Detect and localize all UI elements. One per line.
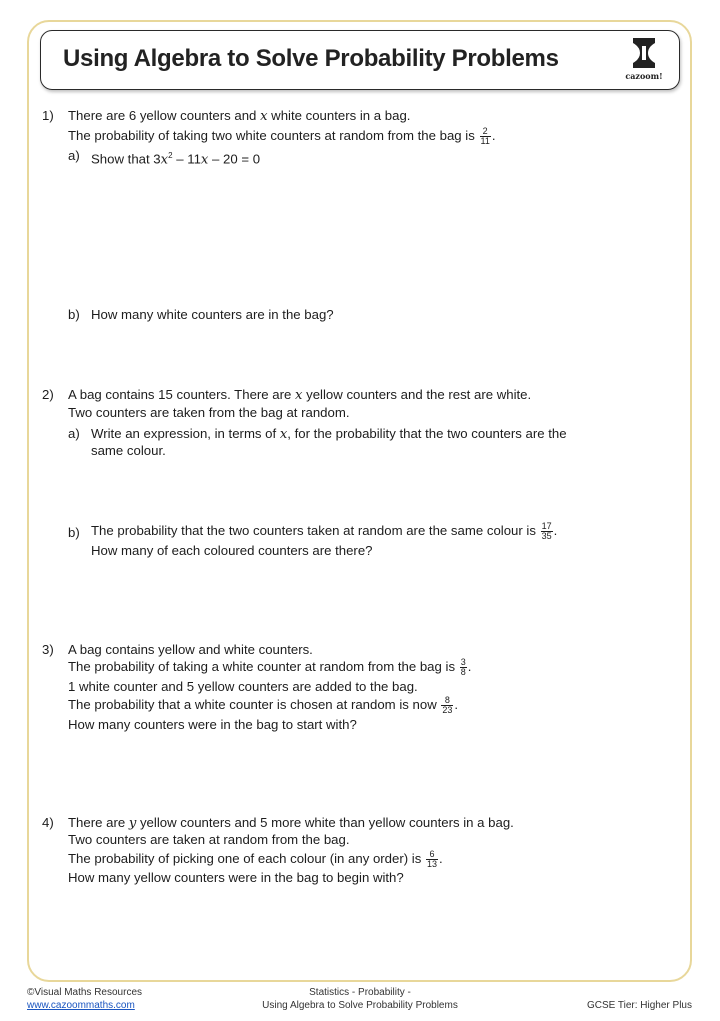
part-b-text: The probability that the two counters taken at random are the same colour is $\frac{17}{35}$ .: [91, 521, 558, 542]
fraction: $\frac{8}{23}$: [442, 695, 453, 716]
question-text: There are 6 yellow counters and x white counters in a bag.: [68, 108, 411, 124]
part-a-text: same colour.: [91, 443, 166, 458]
question-text: A bag contains yellow and white counters.: [68, 642, 313, 657]
page-title: Using Algebra to Solve Probability Problems: [63, 45, 559, 72]
topic-line-1: Statistics - Probability -: [309, 987, 411, 998]
part-label: b): [68, 307, 80, 322]
question-3: [42, 641, 682, 741]
question-text: How many yellow counters were in the bag to begin with?: [68, 870, 404, 885]
question-text: The probability of taking two white counters at random from the bag is $\frac{2}{11}$ .: [68, 126, 496, 147]
fraction: $\frac{3}{8}$: [460, 657, 466, 678]
question-text: 1 white counter and 5 yellow counters are added to the bag.: [68, 679, 418, 694]
question-number: 3): [42, 642, 54, 657]
question-text: A bag contains 15 counters. There are x yellow counters and the rest are white.: [68, 387, 532, 403]
question-text: How many counters were in the bag to start with?: [68, 717, 357, 732]
copyright-text: ©Visual Maths Resources: [27, 987, 143, 998]
question-text: Two counters are taken at random from the bag.: [68, 832, 350, 847]
footer-center: [220, 986, 500, 1012]
tier-label: GCSE Tier: Higher Plus: [586, 1000, 692, 1011]
question-text: Two counters are taken from the bag at random.: [68, 405, 350, 420]
part-a-text: Write an expression, in terms of x, for the probability that the two counters are the: [91, 426, 567, 442]
part-label: b): [68, 525, 80, 540]
logo-text: cazoom!: [625, 71, 663, 81]
website-link[interactable]: www.cazoommaths.com: [27, 1000, 135, 1011]
question-number: 2): [42, 387, 54, 402]
part-b-text: How many of each coloured counters are there?: [91, 543, 373, 558]
cazoom-logo: [619, 37, 669, 83]
topic-line-2: Using Algebra to Solve Probability Problems: [262, 1000, 458, 1011]
fraction: $\frac{2}{11}$: [480, 126, 490, 147]
question-text: The probability that a white counter is chosen at random is now $\frac{8}{23}$ .: [68, 695, 459, 716]
question-text: The probability of taking a white counter at random from the bag is $\frac{3}{8}$ .: [68, 657, 472, 678]
footer-left: [27, 986, 142, 1012]
part-b-text: How many white counters are in the bag?: [91, 307, 334, 322]
title-banner: [40, 30, 680, 90]
part-label: a): [68, 426, 80, 441]
part-label: a): [68, 148, 80, 163]
question-2: [42, 386, 682, 566]
question-1: [42, 107, 682, 337]
fraction: $\frac{6}{13}$: [427, 849, 438, 870]
fraction: $\frac{17}{35}$: [541, 521, 552, 542]
question-4: [42, 814, 682, 894]
logo-icon: [631, 37, 657, 69]
question-number: 4): [42, 815, 54, 830]
part-a-text: Show that $3x^2 - 11x - 20 = 0$: [91, 151, 261, 168]
question-number: 1): [42, 108, 54, 123]
question-text: There are y yellow counters and 5 more white than yellow counters in a bag.: [68, 815, 514, 831]
question-text: The probability of picking one of each colour (in any order) is $\frac{6}{13}$ .: [68, 849, 443, 870]
